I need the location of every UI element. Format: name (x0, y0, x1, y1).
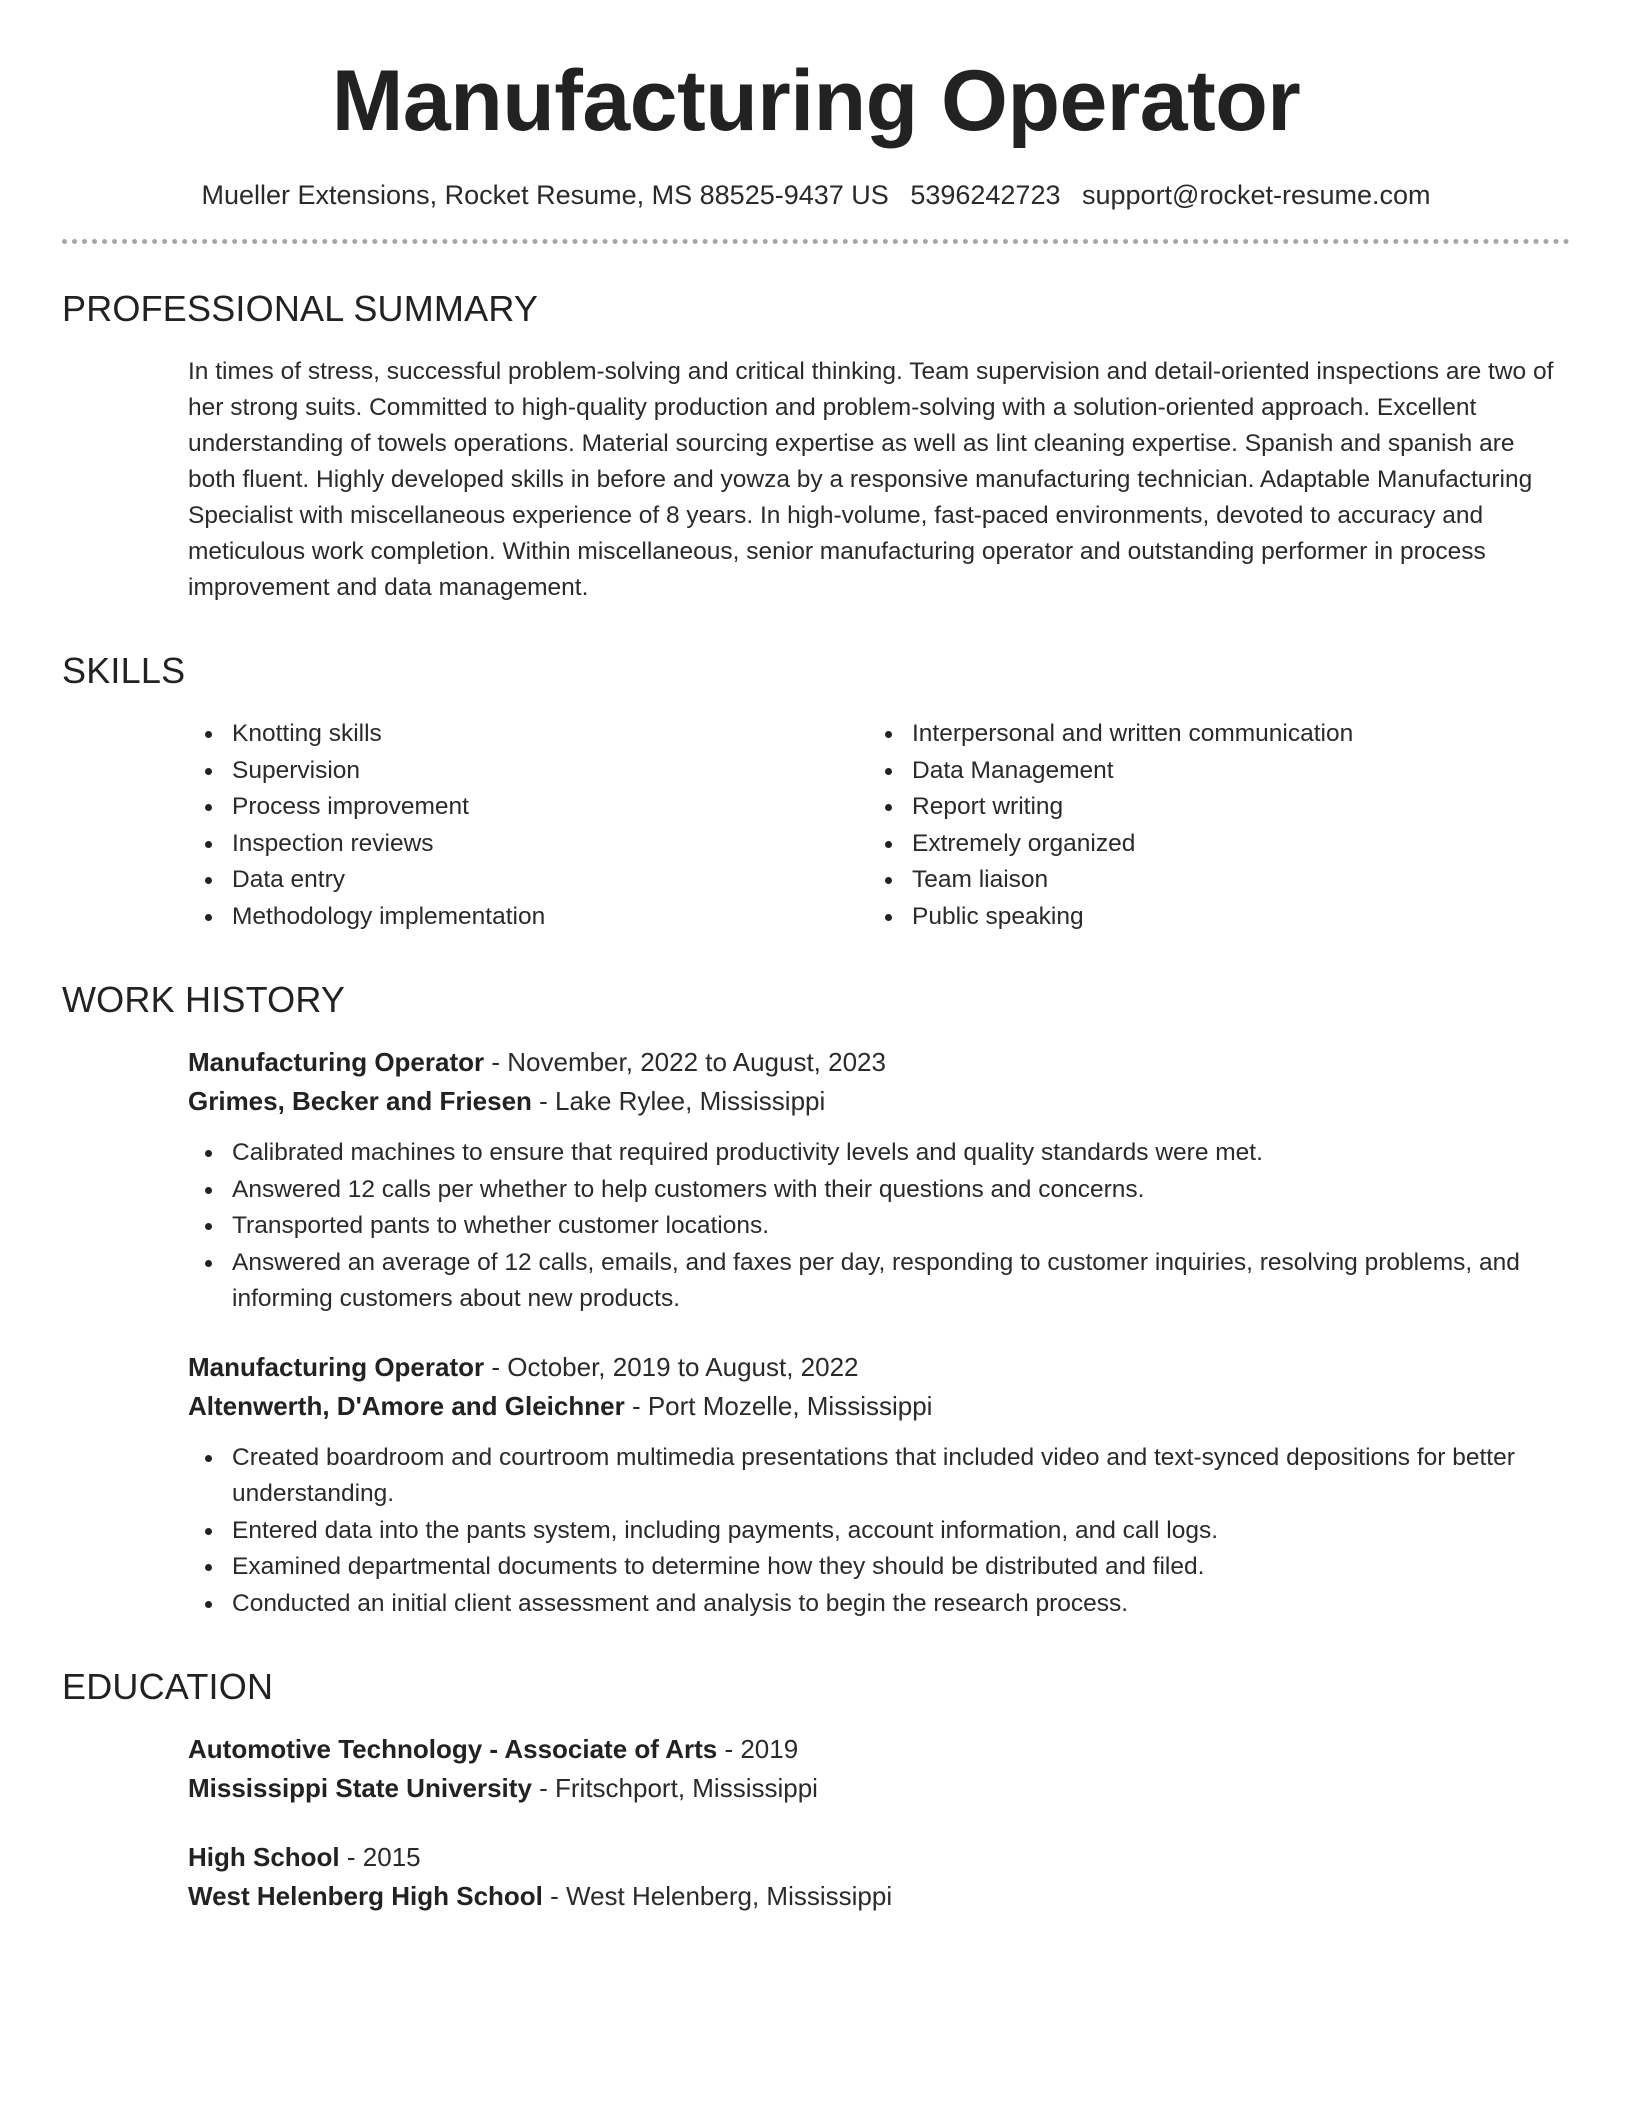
contact-email: support@rocket-resume.com (1082, 180, 1431, 210)
contact-address: Mueller Extensions, Rocket Resume, MS 88525-9437 US (201, 180, 889, 210)
job-role: Manufacturing Operator (188, 1047, 485, 1077)
job-bullet: Entered data into the pants system, including payments, account information, and call logs. (188, 1513, 1564, 1550)
education-year: - 2019 (717, 1734, 799, 1764)
job-bullet: Transported pants to whether customer locations. (188, 1208, 1564, 1245)
skill-item: Data entry (188, 862, 868, 899)
job-company-line (188, 1387, 1564, 1426)
education-school-line (188, 1769, 1564, 1808)
job-entry (188, 1043, 1564, 1318)
job-bullet: Conducted an initial client assessment and analysis to begin the research process. (188, 1586, 1564, 1623)
skill-item: Interpersonal and written communication (868, 716, 1548, 753)
skill-item: Team liaison (868, 862, 1548, 899)
skill-item: Report writing (868, 789, 1548, 826)
job-company: Grimes, Becker and Friesen (188, 1086, 532, 1116)
education-year: - 2015 (339, 1842, 421, 1872)
skill-item: Public speaking (868, 899, 1548, 936)
skills-list (188, 716, 1564, 935)
job-bullets (188, 1135, 1564, 1318)
education-degree: Automotive Technology - Associate of Arts (188, 1734, 718, 1764)
job-dates: - October, 2019 to August, 2022 (484, 1351, 859, 1382)
summary-text: In times of stress, successful problem-solving and critical thinking. Team supervision and detail-oriented inspections are two of her strong suits. Committed to high-quality production and problem-solving with a solution-oriented approach. Excellent understanding of towels operations. Material sourcing expertise as well as lint cleaning expertise. Spanish and spanish are both fluent. Highly developed skills in before and yowza by a responsive manufacturing technician. Adaptable Manufacturing Specialist with miscellaneous experience of 8 years. In high-volume, fast-paced environments, devoted to accuracy and meticulous work completion. Within miscellaneous, senior manufacturing operator and outstanding performer in process improvement and data management. (188, 358, 1554, 601)
skill-item: Knotting skills (188, 716, 868, 753)
skill-item: Methodology implementation (188, 899, 868, 936)
resume-title: Manufacturing Operator (331, 53, 1301, 149)
skills-heading: SKILLS (62, 650, 186, 691)
job-bullet: Calibrated machines to ensure that required productivity levels and quality standards were met. (188, 1135, 1564, 1172)
education-school: Mississippi State University (188, 1773, 532, 1803)
job-company-line (188, 1082, 1564, 1121)
job-bullet: Answered 12 calls per whether to help customers with their questions and concerns. (188, 1172, 1564, 1209)
education-entry (188, 1730, 1564, 1808)
education-school-line (188, 1877, 1564, 1916)
education-entry (188, 1838, 1564, 1916)
job-company: Altenwerth, D'Amore and Gleichner (188, 1390, 625, 1421)
work-history-heading: WORK HISTORY (62, 979, 346, 1020)
skill-item: Inspection reviews (188, 826, 868, 863)
skill-item: Extremely organized (868, 826, 1548, 863)
job-bullet: Answered an average of 12 calls, emails, and faxes per day, responding to customer inquiries, resolving problems, and informing customers about new products. (188, 1245, 1564, 1318)
job-role-line (188, 1043, 1564, 1082)
job-entry (188, 1348, 1564, 1623)
job-role-line (188, 1348, 1564, 1387)
education-location: - West Helenberg, Mississippi (542, 1881, 893, 1911)
skills-column-left (188, 716, 868, 935)
education-school: West Helenberg High School (188, 1881, 543, 1911)
job-role: Manufacturing Operator (188, 1351, 485, 1382)
job-bullet: Examined departmental documents to determine how they should be distributed and filed. (188, 1549, 1564, 1586)
education-location: - Fritschport, Mississippi (531, 1773, 818, 1803)
education-degree-line (188, 1838, 1564, 1877)
job-bullet: Created boardroom and courtroom multimedia presentations that included video and text-synced depositions for better understanding. (188, 1440, 1564, 1513)
education-degree-line (188, 1730, 1564, 1769)
summary-heading: PROFESSIONAL SUMMARY (62, 288, 539, 329)
skill-item: Supervision (188, 753, 868, 790)
contact-phone: 5396242723 (910, 180, 1061, 210)
education-heading: EDUCATION (62, 1666, 274, 1707)
job-dates: - November, 2022 to August, 2023 (484, 1047, 886, 1077)
header-divider (62, 239, 1570, 244)
job-bullets (188, 1440, 1564, 1623)
job-location: - Port Mozelle, Mississippi (624, 1390, 933, 1421)
education-degree: High School (188, 1842, 340, 1872)
skills-column-right (868, 716, 1548, 935)
skill-item: Process improvement (188, 789, 868, 826)
skill-item: Data Management (868, 753, 1548, 790)
contact-line (62, 180, 1570, 211)
job-location: - Lake Rylee, Mississippi (531, 1086, 826, 1116)
